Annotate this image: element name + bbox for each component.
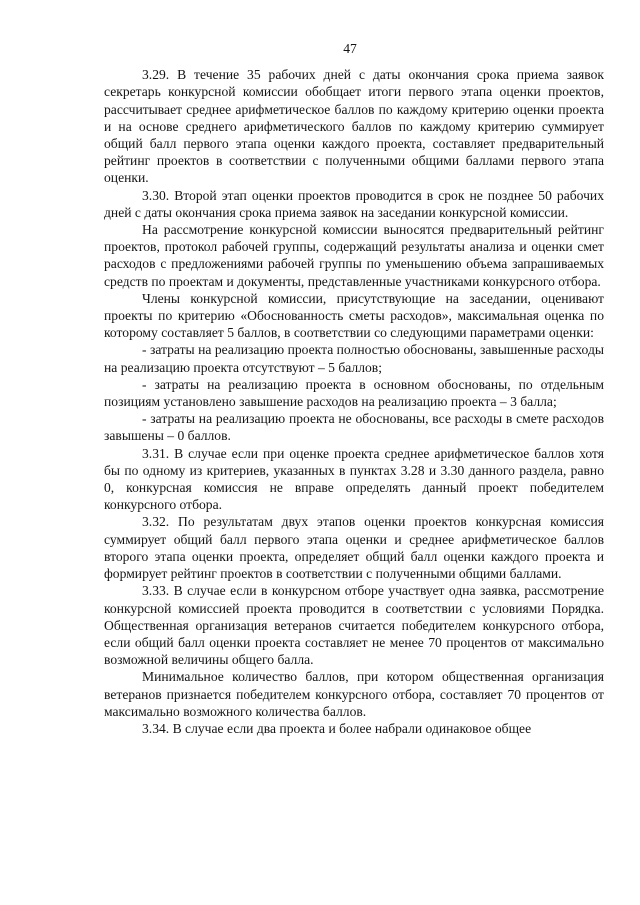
paragraph-3-34: 3.34. В случае если два проекта и более набрали одинаковое общее xyxy=(142,720,532,736)
criterion-3-points: - затраты на реализацию проекта в основном обоснованы, по отдельным позициям установлено завышение расходов на реализацию проекта – 3 балла; xyxy=(104,376,604,410)
paragraph-3-33: 3.33. В случае если в конкурсном отборе участвует одна заявка, рассмотрение конкурсной комиссией проекта проводится в соответствии с условиями Порядка. Общественная организация ветеранов считается победителем конкурсного отбора, если общий балл оценки проекта составляет не менее 70 процентов от максимально возможной величины общего балла. xyxy=(104,583,604,668)
paragraph-3-31: 3.31. В случае если при оценке проекта среднее арифметическое баллов хотя бы по одному из критериев, указанных в пунктах 3.28 и 3.30 данного раздела, равно 0, конкурсная комиссия не вправе определять данный проект победителем конкурсного отбора. xyxy=(104,445,604,513)
paragraph-3-29: 3.29. В течение 35 рабочих дней с даты окончания срока приема заявок секретарь конкурсной комиссии обобщает итоги первого этапа оценки проектов, рассчитывает среднее арифметическое баллов по каждому критерию оценки проекта и на основе среднего арифметического баллов по каждому критерию суммирует общий балл первого этапа оценки каждого проекта, составляет предварительный рейтинг проектов в соответствии с полученными общими баллами первого этапа оценки. xyxy=(104,67,604,186)
criterion-5-points: - затраты на реализацию проекта полностью обоснованы, завышенные расходы на реализацию проекта отсутствуют – 5 баллов; xyxy=(104,342,604,375)
paragraph-members-evaluate: Члены конкурсной комиссии, присутствующие на заседании, оценивают проекты по критерию «Обоснованность сметы расходов», максимальная оценка по которому составляет 5 баллов, в соответствии со следующими параметрами оценки: xyxy=(104,290,604,341)
paragraph-minimum-score: Минимальное количество баллов, при котором общественная организация ветеранов признается победителем конкурсного отбора, составляет 70 процентов от максимально возможного количества баллов. xyxy=(104,669,604,719)
paragraph-3-30: 3.30. Второй этап оценки проектов проводится в срок не позднее 50 рабочих дней с даты окончания срока приема заявок на заседании конкурсной комиссии. xyxy=(104,187,604,220)
paragraph-review-materials: На рассмотрение конкурсной комиссии выносятся предварительный рейтинг проектов, протокол рабочей группы, содержащий результаты анализа и оценки смет расходов с предложениями рабочей группы по уменьшению объема запрашиваемых средств по проектам и документы, представленные участниками конкурсного отбора. xyxy=(104,222,604,289)
paragraph-3-32: 3.32. По результатам двух этапов оценки проектов конкурсная комиссия суммирует общий балл первого этапа оценки и среднее арифметическое баллов второго этапа оценки проекта, определяет общий балл оценки каждого проекта и формирует рейтинг проектов в соответствии с полученными общими баллами. xyxy=(104,514,604,582)
criterion-0-points: - затраты на реализацию проекта не обоснованы, все расходы в смете расходов завышены – 0 баллов. xyxy=(104,411,604,444)
page-number: 47 xyxy=(343,41,357,56)
